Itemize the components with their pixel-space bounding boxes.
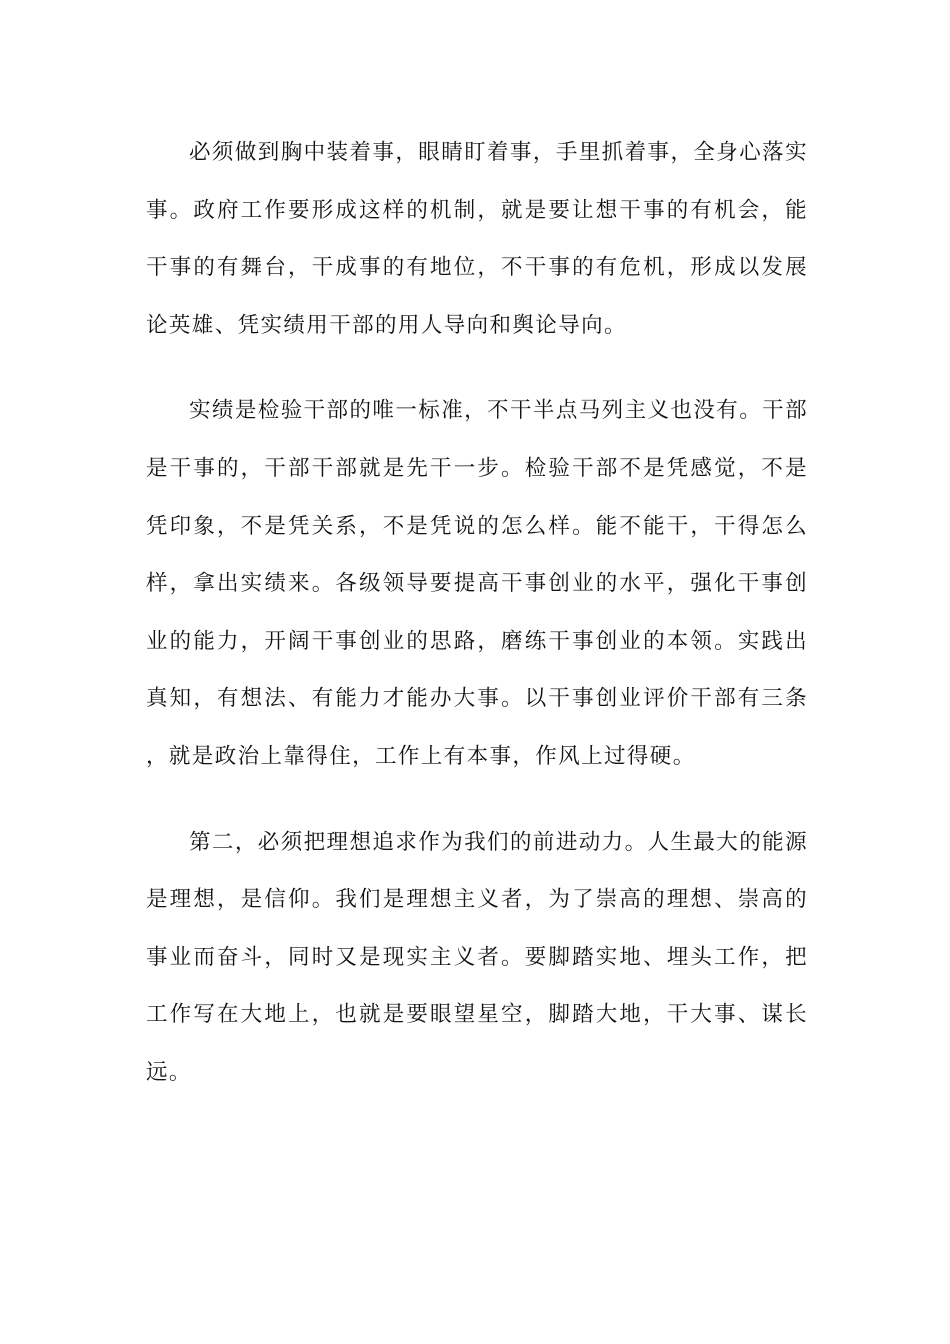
paragraph-3: 第二，必须把理想追求作为我们的前进动力。人生最大的能源是理想，是信仰。我们是理想主义者，为了崇高的理想、崇高的事业而奋斗，同时又是现实主义者。要脚踏实地、埋头工作，把工作写在大地上，也就是要眼望星空，脚踏大地，干大事、谋长远。	[146, 829, 808, 1085]
paragraph-2: 实绩是检验干部的唯一标准，不干半点马列主义也没有。干部是干事的，干部干部就是先干一步。检验干部不是凭感觉，不是凭印象，不是凭关系，不是凭说的怎么样。能不能干，干得怎么样，拿出实绩来。各级领导要提高干事创业的水平，强化干事创业的能力，开阔干事创业的思路，磨练干事创业的本领。实践出真知，有想法、有能力才能办大事。以干事创业评价干部有三条，就是政治上靠得住，工作上有本事，作风上过得硬。	[146, 398, 808, 769]
document-body	[146, 124, 808, 1130]
paragraph-1: 必须做到胸中装着事，眼睛盯着事，手里抓着事，全身心落实事。政府工作要形成这样的机制，就是要让想干事的有机会，能干事的有舞台，干成事的有地位，不干事的有危机，形成以发展论英雄、凭实绩用干部的用人导向和舆论导向。	[146, 140, 808, 338]
